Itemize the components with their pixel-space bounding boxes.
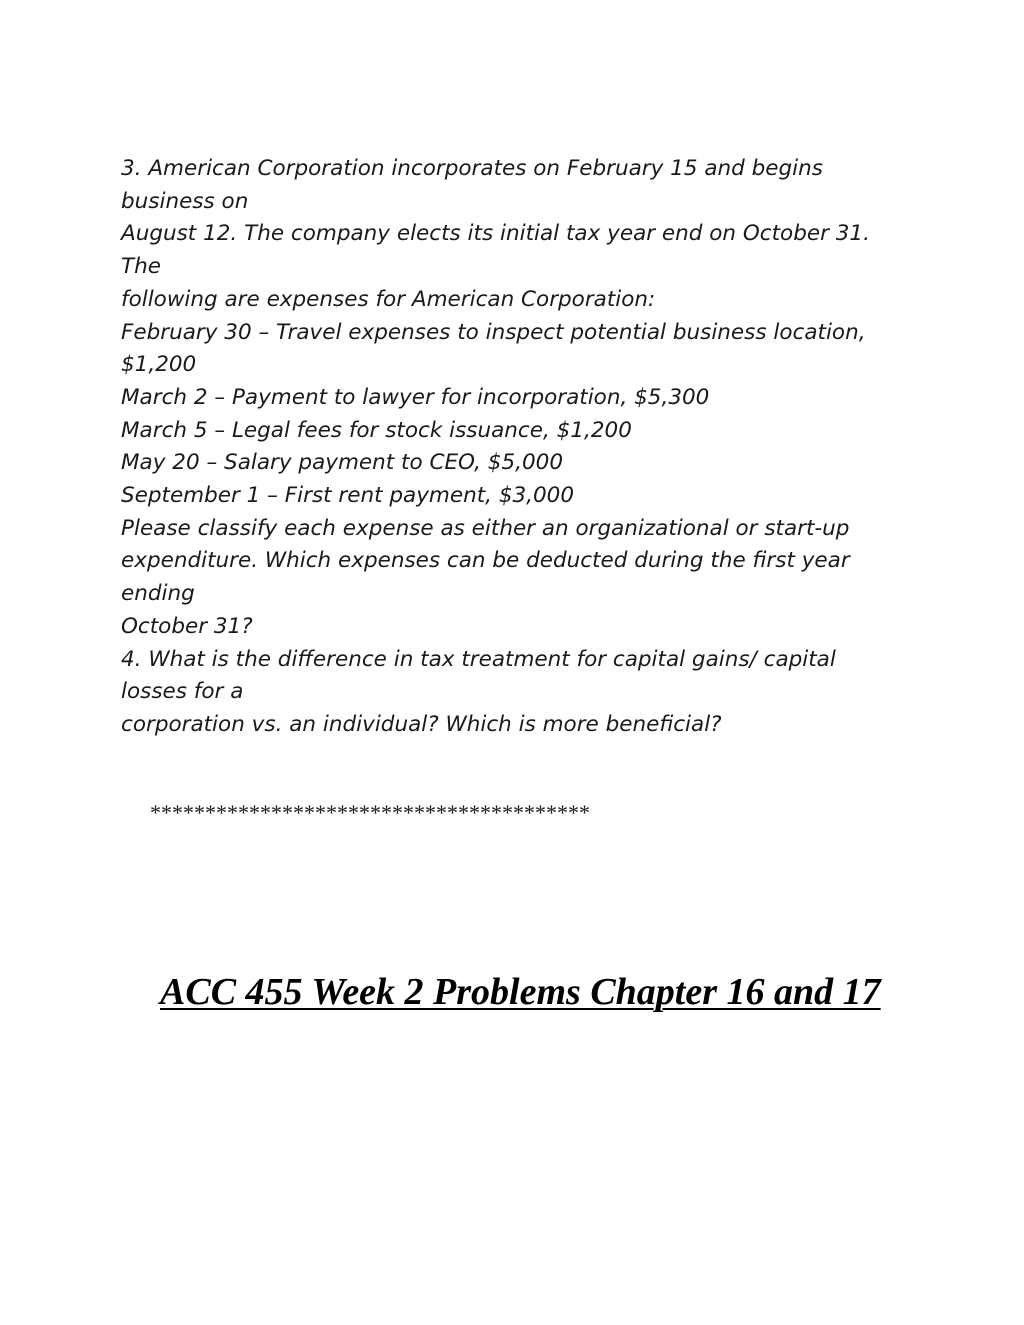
- question-3-instruction-line-2: expenditure. Which expenses can be deducted during the first year: [121, 548, 850, 574]
- expense-line-march-2: March 2 – Payment to lawyer for incorporation, $5,300: [121, 384, 710, 410]
- expense-line-february: February 30 – Travel expenses to inspect potential business location,: [121, 319, 866, 345]
- question-3-line-3: August 12. The company elects its initial tax year end on October 31.: [121, 221, 870, 247]
- expense-line-september-1: September 1 – First rent payment, $3,000: [121, 483, 575, 509]
- question-4-line-2: losses for a: [121, 679, 244, 705]
- question-3-instruction-line-3: ending: [121, 581, 195, 607]
- expense-line-march-5: March 5 – Legal fees for stock issuance, $1,200: [121, 417, 632, 443]
- question-4-line-1: 4. What is the difference in tax treatment for capital gains/ capital: [121, 646, 836, 672]
- question-3-line-1: 3. American Corporation incorporates on February 15 and begins: [121, 156, 823, 181]
- question-3-line-5: following are expenses for American Corporation:: [121, 286, 656, 312]
- asterisk-separator: ****************************************: [150, 800, 590, 825]
- question-text-block: [121, 153, 901, 742]
- expense-line-may-20: May 20 – Salary payment to CEO, $5,000: [121, 450, 563, 476]
- question-4-line-3: corporation vs. an individual? Which is more beneficial?: [121, 711, 722, 737]
- question-3-instruction-line-1: Please classify each expense as either an organizational or start-up: [121, 515, 850, 541]
- expense-line-february-amount: $1,200: [121, 352, 197, 378]
- question-3-line-2: business on: [121, 188, 249, 214]
- question-3-instruction-line-4: October 31?: [121, 613, 253, 639]
- question-3-line-4: The: [121, 254, 161, 280]
- document-heading: ACC 455 Week 2 Problems Chapter 16 and 17: [160, 971, 881, 1013]
